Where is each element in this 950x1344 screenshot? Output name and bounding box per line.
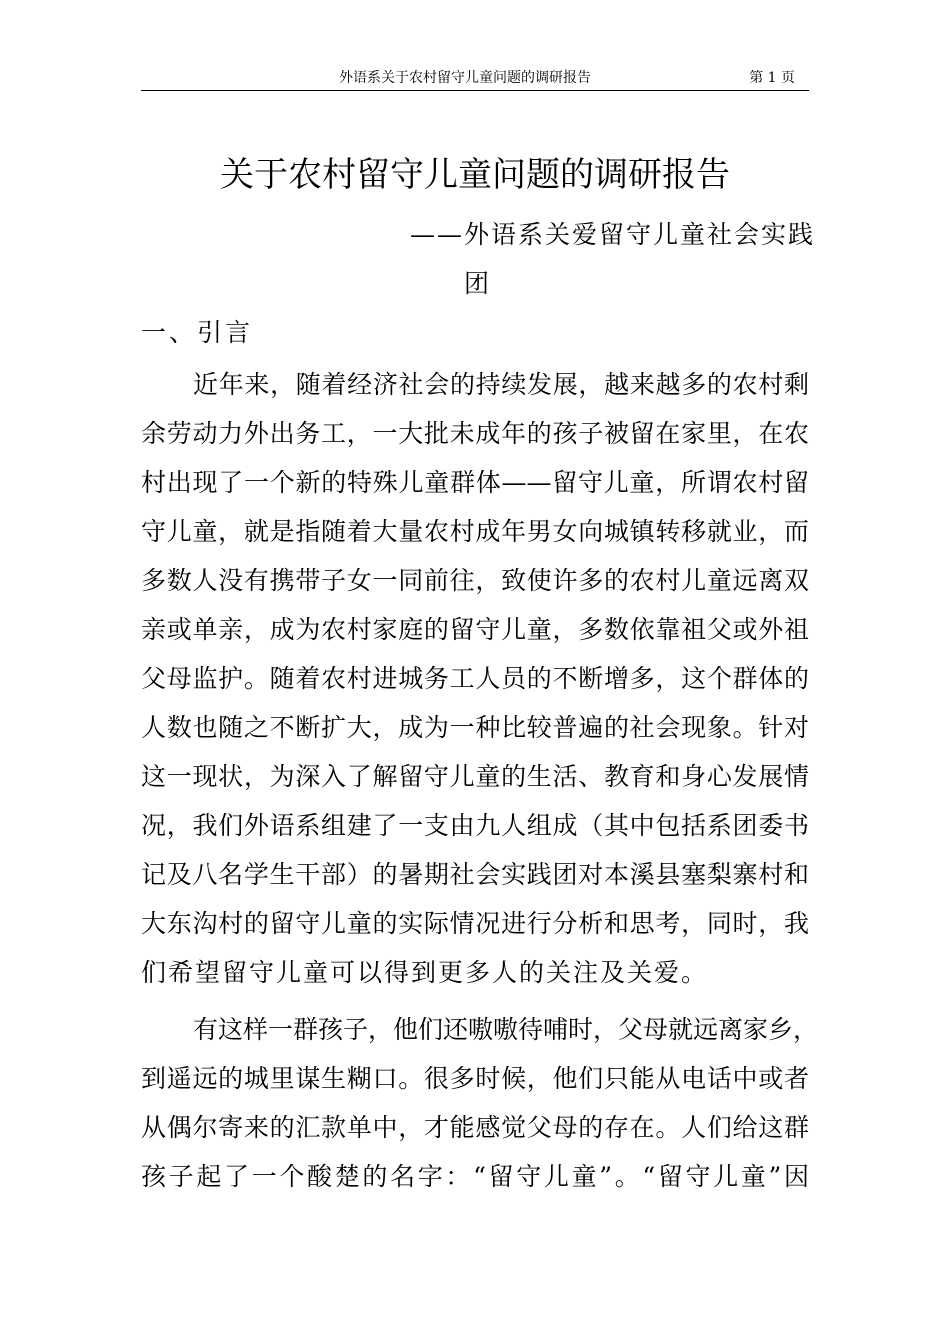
paragraph-1-line: 余劳动力外出务工，一大批未成年的孩子被留在家里，在农 xyxy=(141,419,809,448)
paragraph-2-line: 孩子起了一个酸楚的名字：“留守儿童”。“留守儿童”因 xyxy=(141,1162,809,1191)
paragraph-1-line: 父母监护。随着农村进城务工人员的不断增多，这个群体的 xyxy=(141,664,809,693)
paragraph-1-line: 村出现了一个新的特殊儿童群体——留守儿童，所谓农村留 xyxy=(141,468,809,497)
paragraph-1-line: 近年来，随着经济社会的持续发展，越来越多的农村剩 xyxy=(193,370,809,399)
document-subtitle: ——外语系关爱留守儿童社会实践 xyxy=(410,220,816,249)
paragraph-1-line: 人数也随之不断扩大，成为一种比较普遍的社会现象。针对 xyxy=(141,713,809,742)
paragraph-1-line: 亲或单亲，成为农村家庭的留守儿童，多数依靠祖父或外祖 xyxy=(141,615,809,644)
paragraph-1-line: 多数人没有携带子女一同前往，致使许多的农村儿童远离双 xyxy=(141,566,809,595)
paragraph-1-line: 况，我们外语系组建了一支由九人组成（其中包括系团委书 xyxy=(141,811,809,840)
header-page-number: 第 1 页 xyxy=(749,70,795,86)
header-title: 外语系关于农村留守儿童问题的调研报告 xyxy=(339,70,591,86)
paragraph-1-line: 这一现状，为深入了解留守儿童的生活、教育和身心发展情 xyxy=(141,762,809,791)
document-title: 关于农村留守儿童问题的调研报告 xyxy=(220,155,730,195)
section-heading-introduction: 一、引言 xyxy=(141,318,254,347)
paragraph-1-line: 们希望留守儿童可以得到更多人的关注及关爱。 xyxy=(141,958,709,987)
paragraph-1-line: 记及八名学生干部）的暑期社会实践团对本溪县塞梨寨村和 xyxy=(141,860,809,889)
paragraph-2-line: 从偶尔寄来的汇款单中，才能感觉父母的存在。人们给这群 xyxy=(141,1113,809,1142)
running-header xyxy=(141,70,809,91)
paragraph-1-line: 守儿童，就是指随着大量农村成年男女向城镇转移就业，而 xyxy=(141,517,809,546)
paragraph-2-line: 有这样一群孩子，他们还嗷嗷待哺时，父母就远离家乡， xyxy=(193,1015,819,1044)
paragraph-1-line: 大东沟村的留守儿童的实际情况进行分析和思考，同时，我 xyxy=(141,909,809,938)
document-subtitle-continuation: 团 xyxy=(464,269,490,298)
paragraph-2-line: 到遥远的城里谋生糊口。很多时候，他们只能从电话中或者 xyxy=(141,1064,809,1093)
